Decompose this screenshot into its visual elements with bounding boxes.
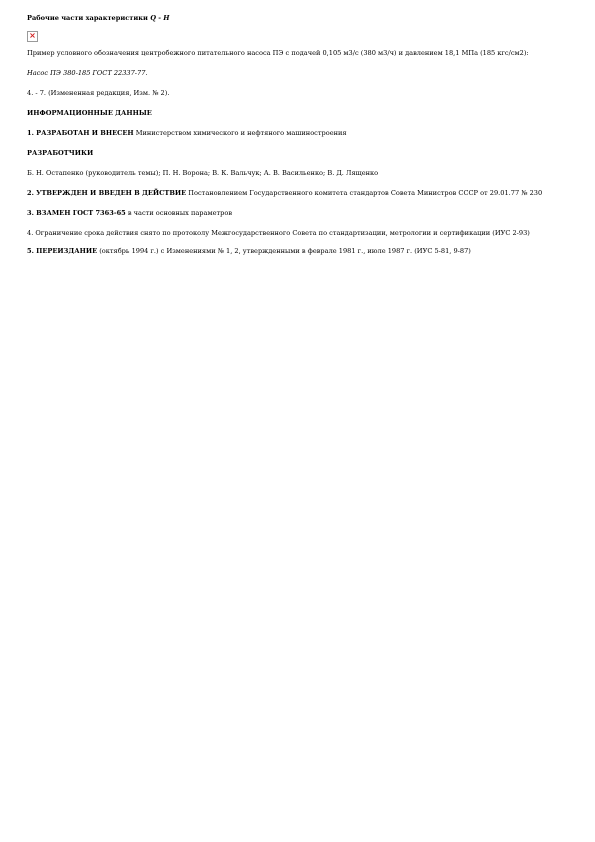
pump-designation: Насос ПЭ 380-185 ГОСТ 22337-77. [27,69,148,77]
title-sep: - [155,14,164,22]
info-item-2-lead: 2. УТВЕРЖДЕН И ВВЕДЕН В ДЕЙСТВИЕ [27,189,187,197]
info-item-1 [27,129,572,138]
section-title [27,14,572,23]
info-item-1-lead: 1. РАЗРАБОТАН И ВНЕСЕН [27,129,134,137]
info-item-3-text: в части основных параметров [125,209,233,217]
info-item-2-text: Постановлением Государственного комитета стандартов Совета Министров СССР от 29.01.77 № 230 [186,189,543,197]
info-item-3 [27,209,572,218]
info-item-5-lead: 5. ПЕРЕИЗДАНИЕ [27,247,98,255]
info-item-3-lead: 3. ВЗАМЕН ГОСТ 7363-65 [27,209,126,217]
amendment-reference: 4. - 7. (Измененная редакция, Изм. № 2). [27,89,170,97]
info-item-1-text: Министерством химического и нефтяного машиностроения [133,129,347,137]
example-paragraph: Пример условного обозначения центробежного питательного насоса ПЭ с подачей 0,105 м3/с (380 м3/ч) и давлением 18,1 МПа (185 кгс/см2): [27,49,529,57]
developers-list: Б. Н. Остапенко (руководитель темы); П. Н. Ворона; В. К. Вальчук; А. В. Васильенко; В. Д. Лященко [27,169,379,177]
developers-heading: РАЗРАБОТЧИКИ [27,149,94,157]
title-prefix: Рабочие части характеристики [27,14,151,22]
info-item-5-text: (октябрь 1994 г.) с Изменениями № 1, 2, утвержденными в феврале 1981 г., июле 1987 г. (ИУС 5-81, 9-87) [97,247,471,255]
title-q: Q [150,14,156,22]
info-item-5 [27,247,572,256]
broken-image-x: × [29,31,36,40]
info-item-2 [27,189,572,198]
broken-image-icon [27,31,38,42]
info-heading: ИНФОРМАЦИОННЫЕ ДАННЫЕ [27,109,152,117]
document-page [27,14,572,256]
info-item-4: 4. Ограничение срока действия снято по протоколу Межгосударственного Совета по стандартизации, метрологии и сертификации (ИУС 2-93) [27,229,530,237]
title-h: H [163,14,170,22]
